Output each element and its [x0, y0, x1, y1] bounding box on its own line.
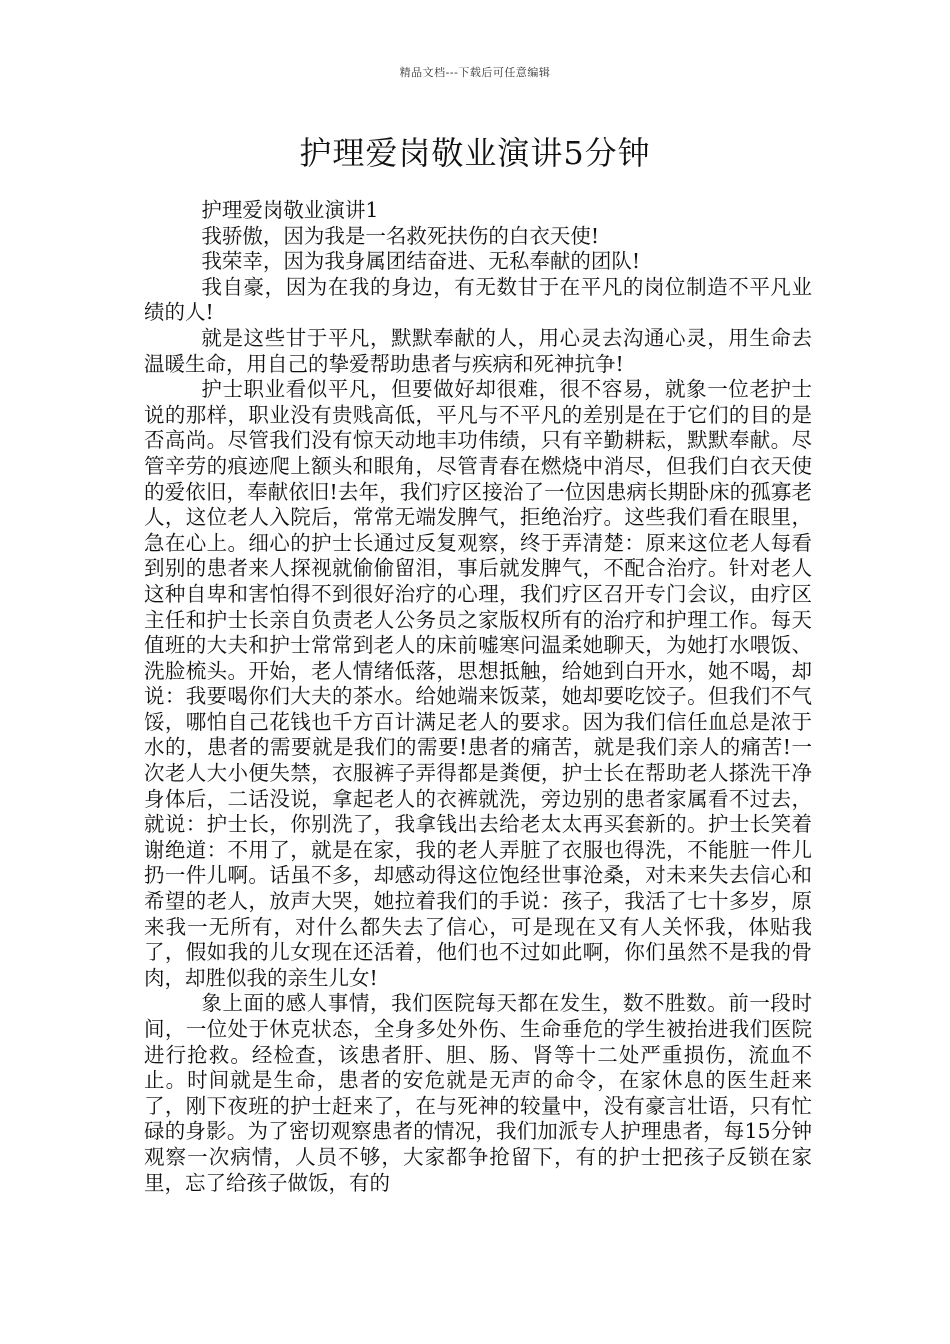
- paragraph: 我荣幸，因为我身属团结奋进、无私奉献的团队!: [201, 249, 641, 274]
- page-header-note: 精品文档---下载后可任意编辑: [399, 66, 551, 79]
- paragraph: 护士职业看似平凡，但要做好却很难，很不容易，就象一位老护士说的那样，职业没有贵贱高低，平凡与不平凡的差别是在于它们的目的是否高尚。尽管我们没有惊天动地丰功伟绩，只有辛勤耕耘，默默奉献。尽管辛劳的痕迹爬上额头和眼角，尽管青春在燃烧中消尽，但我们白衣天使的爱依旧，奉献依旧!去年，我们疗区接治了一位因患病长期卧床的孤寡老人，这位老人入院后，常常无端发脾气，拒绝治疗。这些我们看在眼里，急在心上。细心的护士长通过反复观察，终于弄清楚：原来这位老人每看到别的患者来人探视就偷偷留泪，事后就发脾气，不配合治疗。针对老人这种自卑和害怕得不到很好治疗的心理，我们疗区召开专门会议，由疗区主任和护士长亲自负责老人公务员之家版权所有的治疗和护理工作。每天值班的大夫和护士常常到老人的床前嘘寒问温柔她聊天，为她打水喂饭、洗脸梳头。开始，老人情绪低落，思想抵触，给她到白开水，她不喝，却说：我要喝你们大夫的茶水。给她端来饭菜，她却要吃饺子。但我们不气馁，哪怕自己花钱也千方百计满足老人的要求。因为我们信任血总是浓于水的，患者的需要就是我们的需要!患者的痛苦，就是我们亲人的痛苦!一次老人大小便失禁，衣服裤子弄得都是粪便，护士长在帮助老人搽洗干净身体后，二话没说，拿起老人的衣裤就洗，旁边别的患者家属看不过去，就说：护士长，你别洗了，我拿钱出去给老太太再买套新的。护士长笑着谢绝道：不用了，就是在家，我的老人弄脏了衣服也得洗，不能脏一件儿扔一件儿啊。话虽不多，却感动得这位饱经世事沧桑，对未来失去信心和希望的老人，放声大哭，她拉着我们的手说：孩子，我活了七十多岁，原来我一无所有，对什么都失去了信心，可是现在又有人关怀我，体贴我了，假如我的儿女现在还活着，他们也不过如此啊，你们虽然不是我的骨肉，却胜似我的亲生儿女!: [144, 377, 812, 990]
- paragraph: 就是这些甘于平凡，默默奉献的人，用心灵去沟通心灵，用生命去温暖生命，用自己的挚爱帮助患者与疾病和死神抗争!: [144, 325, 812, 376]
- paragraph-subtitle: 护理爱岗敬业演讲1: [201, 198, 379, 222]
- document-title: 护理爱岗敬业演讲5分钟: [299, 134, 651, 172]
- paragraph: 我自豪，因为在我的身边，有无数甘于在平凡的岗位制造不平凡业绩的人!: [144, 274, 812, 325]
- document-body: [144, 198, 812, 1196]
- paragraph: 我骄傲，因为我是一名救死扶伤的白衣天使!: [201, 223, 600, 248]
- paragraph: 象上面的感人事情，我们医院每天都在发生，数不胜数。前一段时间，一位处于休克状态，全身多处外伤、生命垂危的学生被抬进我们医院进行抢救。经检查，该患者肝、胆、肠、肾等十二处严重损伤，流血不止。时间就是生命，患者的安危就是无声的命令，在家休息的医生赶来了，刚下夜班的护士赶来了，在与死神的较量中，没有豪言壮语，只有忙碌的身影。为了密切观察患者的情况，我们加派专人护理患者，每15分钟观察一次病情，人员不够，大家都争抢留下，有的护士把孩子反锁在家里，忘了给孩子做饭，有的: [144, 991, 812, 1195]
